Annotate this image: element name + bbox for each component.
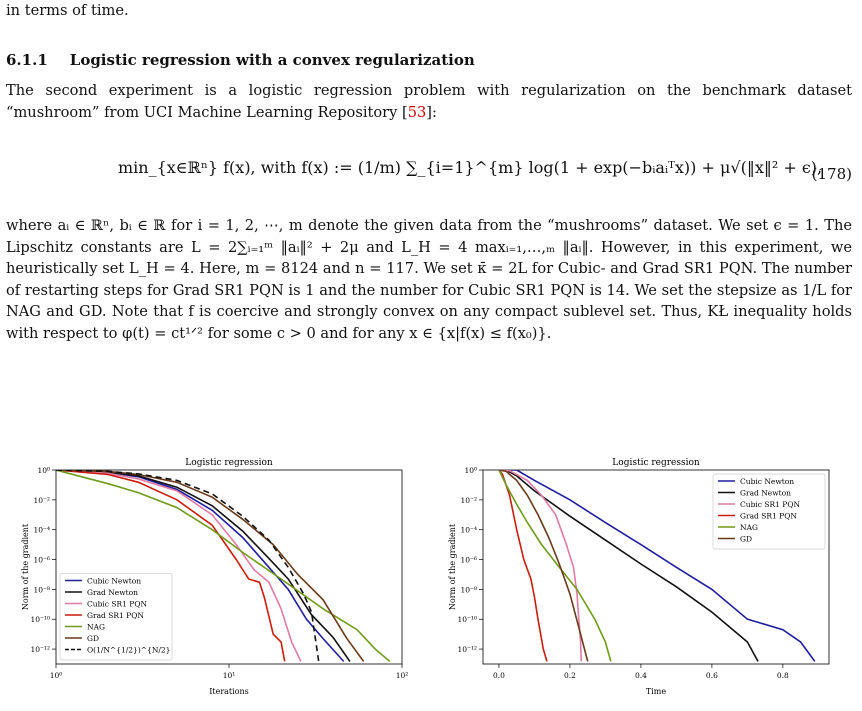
chart0-x-tick-label-0: 10⁰ <box>49 671 63 680</box>
section-title: Logistic regression with a convex regularization <box>69 51 475 69</box>
chart0-legend-label-2: Cubic SR1 PQN <box>87 599 148 609</box>
chart1-legend-label-2: Cubic SR1 PQN <box>740 500 801 509</box>
chart1-y-tick-label-4: 10⁻⁸ <box>460 585 477 595</box>
iterations-chart <box>4 452 416 708</box>
chart0-y-tick-label-5: 10⁻¹⁰ <box>30 615 50 625</box>
chart1-legend-label-5: GD <box>740 534 753 544</box>
chart0-legend-label-1: Grad Newton <box>87 588 139 597</box>
chart0-legend-label-5: GD <box>87 634 100 643</box>
setup-paragraph: where aᵢ ∈ ℝⁿ, bᵢ ∈ ℝ for i = 1, 2, ⋯, m denote the given data from the “mushrooms” dataset. We set ϵ = 1. The Lipschitz constants are L = 2∑ᵢ₌₁ᵐ ‖aᵢ‖² + 2μ and L_H = 4 maxᵢ₌₁,…,ₘ ‖aᵢ‖. However, in this experiment, we heuristically set L_H = 4. Here, m = 8124 and n = 117. We set κ̄ = 2L for Cubic- and Grad SR1 PQN. The number of restarting steps for Grad SR1 PQN is 1 and the number for Cubic SR1 PQN is 14. We set the stepsize as 1/L for NAG and GD. Note that f is coercive and strongly convex on any compact sublevel set. Thus, KŁ inequality holds with respect to φ(t) = ct¹ᐟ² for some c > 0 and for any x ∈ {x|f(x) ≤ f(x₀)}. <box>6 217 852 342</box>
chart0-title: Logistic regression <box>185 458 273 468</box>
equation-body: min_{x∈ℝⁿ} f(x), with f(x) := (1/m) ∑_{i=1}^{m} log(1 + exp(−bᵢaᵢᵀx)) + μ√(‖x‖² + ϵ), <box>118 158 823 177</box>
chart1-y-axis-label: Norm of the gradient <box>448 523 457 611</box>
chart0-y-axis-label: Norm of the gradient <box>21 523 30 611</box>
chart1-y-tick-label-1: 10⁻² <box>460 495 477 505</box>
intro-paragraph <box>6 80 852 123</box>
chart0-legend-label-0: Cubic Newton <box>87 576 142 586</box>
chart0-y-tick-label-3: 10⁻⁶ <box>33 555 50 565</box>
chart0-y-tick-label-4: 10⁻⁸ <box>33 585 50 595</box>
chart1-x-tick-label-0: 0.0 <box>493 671 505 680</box>
chart0-y-tick-label-2: 10⁻⁴ <box>33 525 50 535</box>
chart0-legend-label-3: Grad SR1 PQN <box>87 611 144 620</box>
chart1-y-tick-label-6: 10⁻¹² <box>457 645 477 655</box>
chart1-x-tick-label-2: 0.4 <box>634 671 647 680</box>
chart0-y-tick-label-0: 10⁰ <box>37 466 50 475</box>
chart0-legend <box>60 574 172 661</box>
chart0-x-axis-label: Iterations <box>209 687 249 696</box>
chart1-y-tick-label-5: 10⁻¹⁰ <box>457 615 477 625</box>
chart0-x-tick-label-1: 10¹ <box>222 671 236 680</box>
chart1-legend-label-0: Cubic Newton <box>740 477 795 486</box>
chart1-x-axis-label: Time <box>645 687 667 696</box>
chart1-legend-label-1: Grad Newton <box>740 488 792 498</box>
chart1-x-tick-label-4: 0.8 <box>776 671 789 680</box>
section-heading <box>6 51 475 69</box>
equation-number: (178) <box>811 165 852 183</box>
chart0-y-tick-label-1: 10⁻² <box>33 495 50 505</box>
chart1-x-tick-label-1: 0.2 <box>563 671 576 680</box>
chart1-y-tick-label-2: 10⁻⁴ <box>460 525 477 535</box>
intro-text-end: ]: <box>426 103 437 121</box>
chart1-y-tick-label-3: 10⁻⁶ <box>460 555 477 565</box>
equation-178 <box>6 146 852 206</box>
chart0-legend-label-6: O(1/N^{1/2})^{N/2} <box>87 645 171 655</box>
chart1-series-grad-sr1-pqn <box>499 470 547 661</box>
chart1-title: Logistic regression <box>612 458 700 468</box>
previous-paragraph-fragment: in terms of time. <box>6 2 129 19</box>
chart1-legend-label-4: NAG <box>740 523 758 532</box>
chart0-y-tick-label-6: 10⁻¹² <box>30 645 50 655</box>
intro-text: The second experiment is a logistic regression problem with regularization on the benchmark dataset “mushroom” from UCI Machine Learning Repository [ <box>6 82 852 121</box>
chart1-legend <box>713 474 825 549</box>
chart0-x-tick-label-2: 10² <box>395 671 409 680</box>
section-number: 6.1.1 <box>6 51 48 69</box>
time-chart <box>431 452 843 708</box>
citation-link[interactable]: 53 <box>407 103 427 121</box>
chart1-legend-label-3: Grad SR1 PQN <box>740 511 797 521</box>
chart1-y-tick-label-0: 10⁰ <box>464 466 477 475</box>
chart1-series-nag <box>499 470 611 661</box>
chart0-legend-label-4: NAG <box>87 622 105 632</box>
chart1-x-tick-label-3: 0.6 <box>705 671 718 680</box>
